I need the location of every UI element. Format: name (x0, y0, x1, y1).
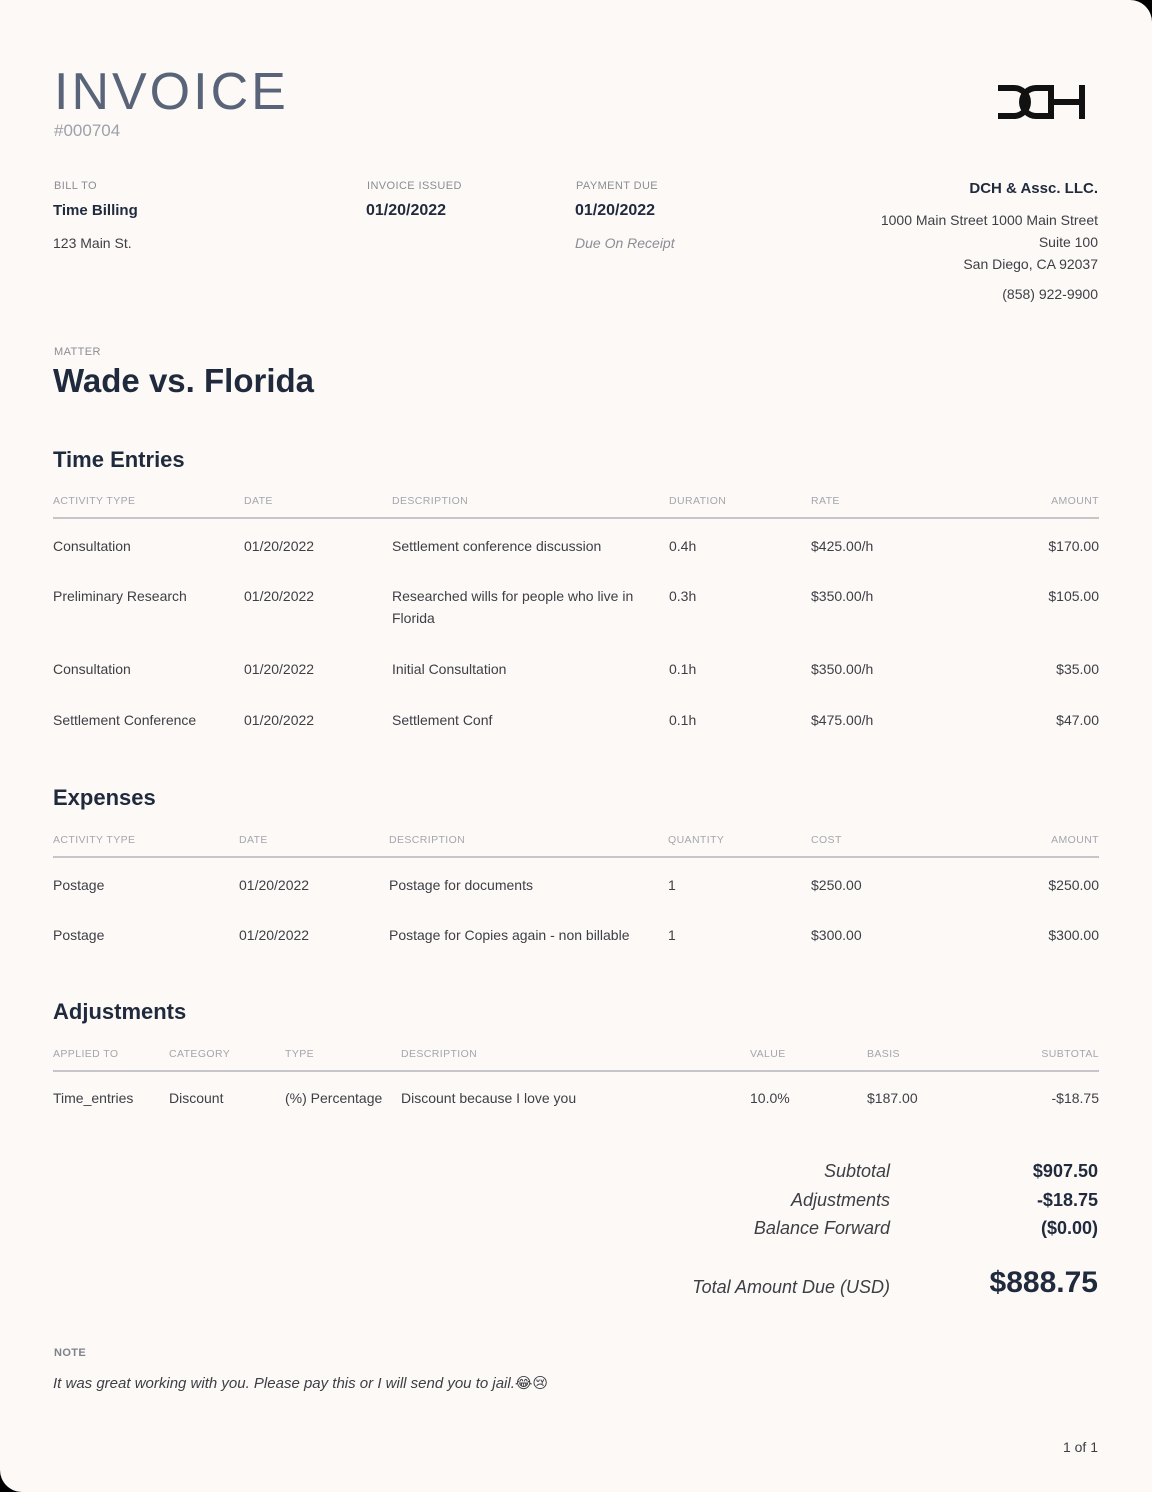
company-name: DCH & Assc. LLC. (969, 180, 1098, 197)
col-date: DATE (244, 495, 392, 518)
matter-name: Wade vs. Florida (53, 362, 315, 399)
cell-description: Postage for documents (389, 877, 533, 893)
cell-description: Initial Consultation (392, 661, 507, 677)
cell-amount: $250.00 (1048, 877, 1099, 893)
cell-date: 01/20/2022 (244, 661, 315, 677)
cell-date: 01/20/2022 (244, 538, 315, 554)
cell-description: Postage for Copies again - non billable (389, 927, 630, 943)
company-address-line1: 1000 Main Street 1000 Main Street (880, 212, 1098, 228)
cell-quantity: 1 (668, 877, 676, 893)
bill-to-address: 123 Main St. (53, 235, 132, 251)
adjustments-total-value: -$18.75 (1036, 1190, 1098, 1210)
cell-subtotal: -$18.75 (1051, 1090, 1099, 1106)
company-logo-icon (996, 82, 1090, 122)
cell-amount: $47.00 (1056, 712, 1099, 728)
col-activity-type: ACTIVITY TYPE (53, 834, 239, 857)
cell-date: 01/20/2022 (244, 712, 315, 728)
cell-description: Settlement Conf (392, 712, 493, 728)
col-date: DATE (239, 834, 389, 857)
col-category: CATEGORY (169, 1048, 285, 1071)
balance-forward-label: Balance Forward (753, 1218, 890, 1238)
cell-description: Researched wills for people who live in Florida (392, 588, 634, 626)
cell-type: (%) Percentage (285, 1090, 383, 1106)
matter-label: MATTER (54, 346, 101, 358)
cell-applied-to: Time_entries (53, 1090, 134, 1106)
col-value: VALUE (750, 1048, 867, 1071)
cell-activity: Consultation (53, 538, 131, 554)
col-basis: BASIS (867, 1048, 987, 1071)
payment-due-label: PAYMENT DUE (576, 180, 659, 192)
cell-activity: Postage (53, 927, 105, 943)
expenses-table (53, 834, 1099, 946)
cell-description: Settlement conference discussion (392, 538, 602, 554)
col-quantity: QUANTITY (668, 834, 811, 857)
cell-activity: Postage (53, 877, 105, 893)
balance-forward-value: ($0.00) (1040, 1218, 1098, 1238)
cell-duration: 0.3h (669, 588, 697, 604)
total-due-label: Total Amount Due (USD) (692, 1277, 890, 1297)
table-row (53, 857, 1099, 924)
col-description: DESCRIPTION (389, 834, 668, 857)
cell-cost: $300.00 (811, 927, 862, 943)
cell-date: 01/20/2022 (239, 877, 310, 893)
invoice-title: INVOICE (54, 63, 289, 121)
col-subtotal: SUBTOTAL (987, 1048, 1099, 1071)
table-row (53, 658, 1099, 709)
cell-rate: $425.00/h (811, 538, 874, 554)
cell-quantity: 1 (668, 927, 676, 943)
cell-duration: 0.1h (669, 661, 697, 677)
time-entries-title: Time Entries (53, 447, 185, 472)
cell-amount: $170.00 (1048, 538, 1099, 554)
col-activity-type: ACTIVITY TYPE (53, 495, 244, 518)
expenses-title: Expenses (53, 785, 156, 810)
col-type: TYPE (285, 1048, 401, 1071)
cell-activity: Settlement Conference (53, 712, 197, 728)
col-applied-to: APPLIED TO (53, 1048, 169, 1071)
table-row (53, 709, 1099, 731)
invoice-issued-label: INVOICE ISSUED (367, 180, 462, 192)
company-address-line3: San Diego, CA 92037 (963, 256, 1098, 272)
cell-cost: $250.00 (811, 877, 862, 893)
col-amount: AMOUNT (971, 834, 1099, 857)
company-phone: (858) 922-9900 (1002, 286, 1098, 302)
cell-rate: $350.00/h (811, 588, 874, 604)
bill-to-label: BILL TO (54, 180, 97, 192)
col-amount: AMOUNT (971, 495, 1099, 518)
table-row (53, 585, 1099, 658)
cell-basis: $187.00 (867, 1090, 918, 1106)
payment-terms: Due On Receipt (575, 235, 675, 251)
cell-rate: $350.00/h (811, 661, 874, 677)
payment-due-date: 01/20/2022 (575, 202, 656, 219)
cell-activity: Preliminary Research (53, 588, 187, 604)
col-description: DESCRIPTION (401, 1048, 750, 1071)
page-indicator: 1 of 1 (1062, 1439, 1098, 1455)
adjustments-title: Adjustments (53, 999, 187, 1024)
table-row (53, 924, 1099, 946)
total-due-value: $888.75 (989, 1266, 1098, 1299)
company-address-line2: Suite 100 (1038, 234, 1098, 250)
time-entries-table (53, 495, 1099, 731)
cell-amount: $300.00 (1048, 927, 1099, 943)
cell-activity: Consultation (53, 661, 131, 677)
cell-category: Discount (169, 1090, 224, 1106)
adjustments-total-label: Adjustments (790, 1190, 890, 1210)
invoice-issued-date: 01/20/2022 (366, 202, 447, 219)
col-cost: COST (811, 834, 971, 857)
subtotal-value: $907.50 (1032, 1161, 1098, 1181)
cell-rate: $475.00/h (811, 712, 874, 728)
adjustments-table (53, 1048, 1099, 1109)
cell-duration: 0.4h (669, 538, 697, 554)
cell-description: Discount because I love you (401, 1090, 577, 1106)
cell-value: 10.0% (750, 1090, 790, 1106)
company-address (881, 209, 1098, 275)
note-label: NOTE (54, 1347, 87, 1359)
cell-date: 01/20/2022 (239, 927, 310, 943)
cell-amount: $105.00 (1048, 588, 1099, 604)
invoice-number: #000704 (54, 121, 121, 140)
table-row (53, 1071, 1099, 1109)
col-duration: DURATION (669, 495, 811, 518)
cell-amount: $35.00 (1056, 661, 1099, 677)
bill-to-name: Time Billing (53, 202, 138, 219)
subtotal-label: Subtotal (823, 1161, 890, 1181)
note-text: It was great working with you. Please pay this or I will send you to jail.😂😢 (53, 1375, 549, 1392)
cell-date: 01/20/2022 (244, 588, 315, 604)
col-rate: RATE (811, 495, 971, 518)
col-description: DESCRIPTION (392, 495, 669, 518)
table-row (53, 518, 1099, 585)
cell-duration: 0.1h (669, 712, 697, 728)
